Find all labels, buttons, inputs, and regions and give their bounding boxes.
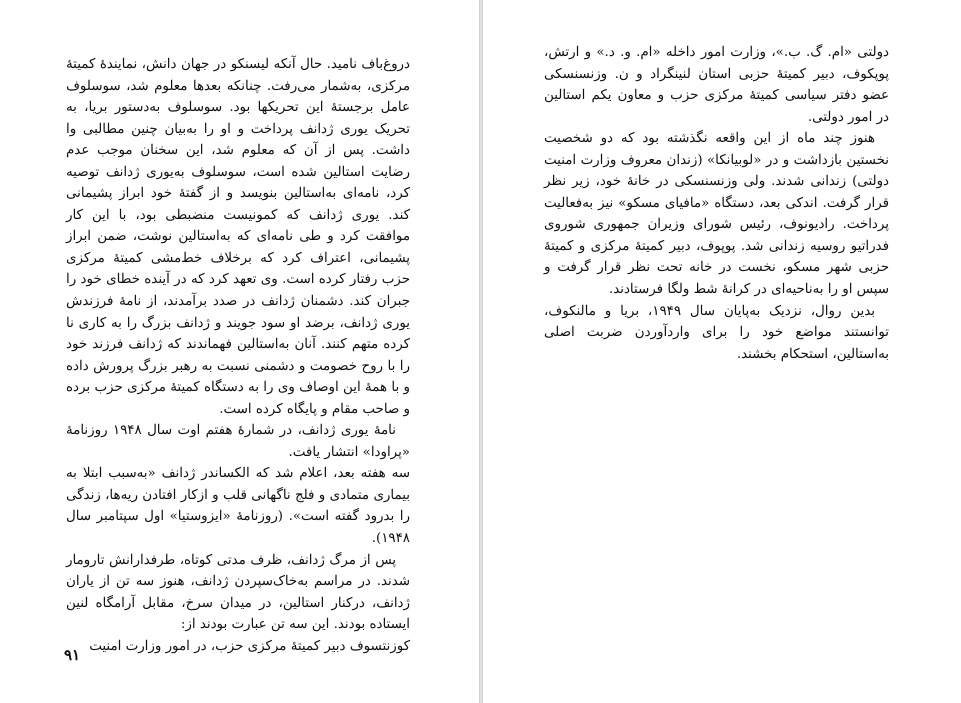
- paragraph: پس از مرگ ژدانف، ظرف مدتی کوتاه، طرفدارانش تارومار شدند. در مراسم به‌خاک‌سپردن ژدانف، هنوز سه تن از یاران ژدانف، درکنار استالین، در میدان سرخ، مقابل آرامگاه لنین ایستاده بودند. این سه تن عبارت بودند از:: [66, 552, 410, 633]
- right-page-text: [544, 42, 889, 365]
- left-page: [0, 0, 479, 703]
- page-number: ۹۱: [64, 646, 81, 664]
- paragraph: دروغ‌باف نامید. حال آنکه لیسنکو در جهان دانش، نمایندهٔ کمیتهٔ مرکزی، به‌شمار می‌رفت. چنانکه بعدها معلوم شد، سوسلوف عامل برجستهٔ این تحریکها بود. سوسلوف به‌دستور بریا، به تحریک یوری ژدانف پرداخت و او را به‌بیان چنین مطالبی وا داشت. پس از آن که معلوم شد، این سخنان موجب عدم رضایت استالین شده است، سوسلوف به‌یوری ژدانف توصیه کرد، نامه‌ای به‌استالین بنویسد و از گفتهٔ خود ابراز پشیمانی کند. یوری ژدانف که کمونیست منضبطی بود، با این کار موافقت کرد و طی نامه‌ای که به‌استالین نوشت، ضمن ابراز پشیمانی، اعتراف کرد که برخلاف خط‌مشی کمیتهٔ مرکزی حزب رفتار کرده است. وی تعهد کرد که در آینده خطای خود را جبران کند. دشمنان ژدانف در صدد برآمدند، از نامهٔ فرزندش یوری ژدانف، برضد او سود جویند و ژدانف بزرگ را به کاری نا کرده متهم کنند. آنان به‌استالین فهماندند که ژدانف فرزند خود را با روح خصومت و دشمنی نسبت به رهبر بزرگ پرورش داده و با همهٔ این اوصاف وی را به دستگاه کمیتهٔ مرکزی حزب برده و صاحب مقام و پایگاه کرده است.: [66, 57, 410, 417]
- paragraph: دولتی «ام. گ. ب.»، وزارت امور داخله «ام. و. د.» و ارتش، پوپکوف، دبیر کمیتهٔ حزبی استان لنینگراد و ن. وزنسنسکی عضو دفتر سیاسی کمیتهٔ مرکزی حزب و معاون یکم استالین در امور دولتی.: [544, 45, 889, 125]
- left-page-text: [66, 54, 410, 657]
- paragraph: هنوز چند ماه از این واقعه نگذشته بود که دو شخصیت نخستین بازداشت و در «لوبیانکا» (زندان معروف وزارت امنیت دولتی) زندانی شدند. ولی وزنسنسکی در خانهٔ خود، زیر نظر قرار گرفت. اندکی بعد، دستگاه «مافیای مسکو» نیز به‌فعالیت پرداخت. رادیونوف، رئیس شورای وزیران جمهوری شوروی فدراتیو روسیه زندانی شد. پوپوف، دبیر کمیتهٔ مرکزی و کمیتهٔ حزبی شهر مسکو، نخست در خانه تحت نظر قرار گرفت و سپس او را به‌ناحیه‌ای در کرانهٔ شط ولگا فرستادند.: [544, 131, 889, 298]
- paragraph: بدین روال، نزدیک به‌پایان سال ۱۹۴۹، بریا و مالنکوف، توانستند مواضع خود را برای واردآوردن ضربت اصلی به‌استالین، استحکام بخشند.: [544, 303, 889, 362]
- paragraph: نامهٔ یوری ژدانف، در شمارهٔ هفتم اوت سال ۱۹۴۸ روزنامهٔ «پراودا» انتشار یافت.: [66, 423, 410, 460]
- right-page: [483, 0, 961, 703]
- paragraph: سه هفته بعد، اعلام شد که الکساندر ژدانف «به‌سبب ابتلا به بیماری متمادی و فلج ناگهانی قلب و ازکار افتادن ریه‌ها، زندگی را بدرود گفته است». (روزنامهٔ «ایزوستیا» اول سپتامبر سال ۱۹۴۸).: [66, 466, 410, 547]
- paragraph: کوزنتسوف دبیر کمیتهٔ مرکزی حزب، در امور وزارت امنیت: [89, 638, 410, 654]
